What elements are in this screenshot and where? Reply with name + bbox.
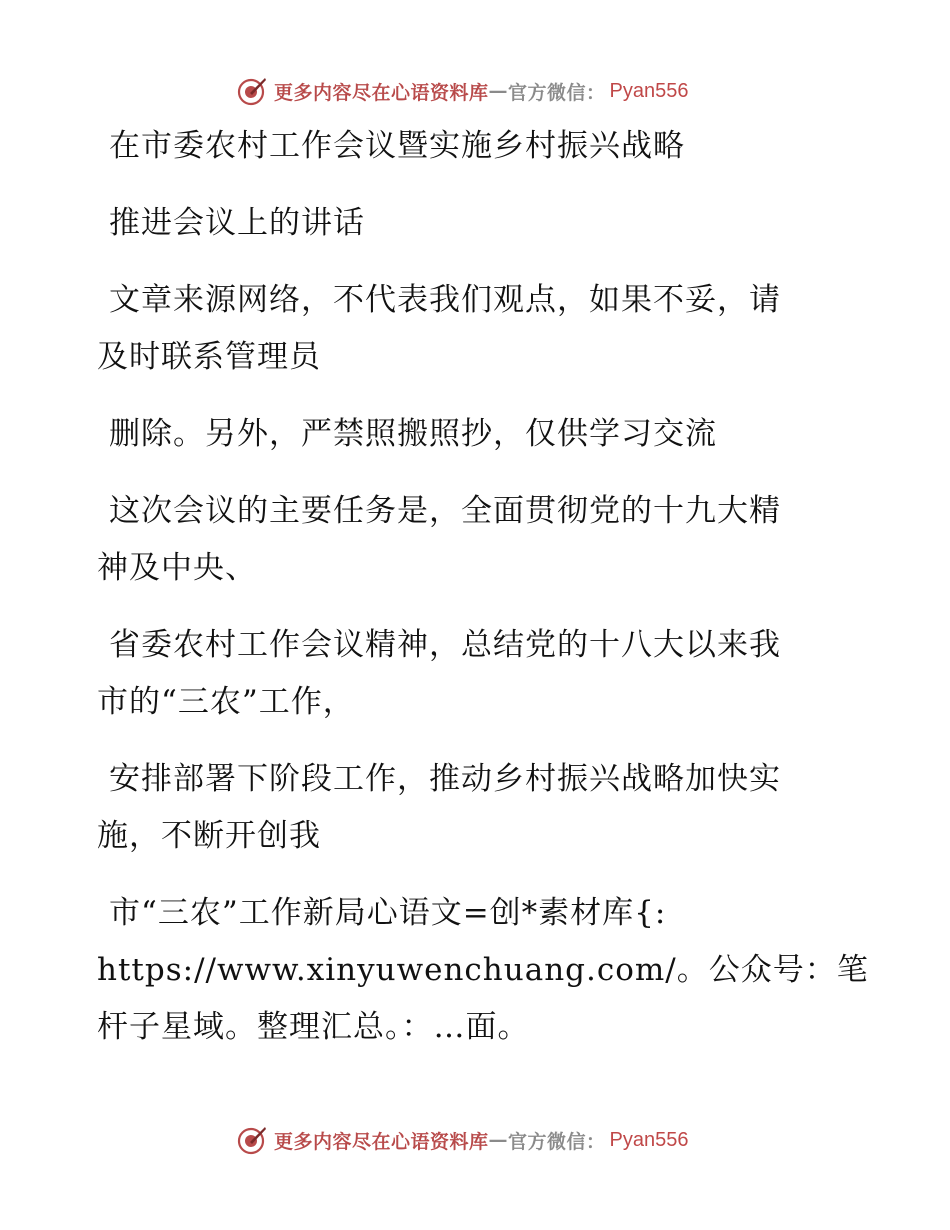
banner-text: 更多内容尽在心语资料库 xyxy=(274,81,489,104)
paragraph-line: 省委农村工作会议精神，总结党的十八大以来我 xyxy=(109,627,781,663)
title-line-1: 在市委农村工作会议暨实施乡村振兴战略 xyxy=(109,128,685,164)
paragraph-line: 杆子星域。整理汇总。：…面。 xyxy=(97,1009,530,1045)
banner-text: 更多内容尽在心语资料库 xyxy=(274,1130,489,1153)
quill-seal-icon xyxy=(236,75,268,107)
header-banner xyxy=(236,74,689,108)
paragraph-line: 及时联系管理员 xyxy=(97,339,321,375)
banner-wechat-label: 官方微信： xyxy=(508,1130,606,1153)
banner-dash: — xyxy=(488,80,509,102)
title-line-2: 推进会议上的讲话 xyxy=(109,205,365,241)
document-body xyxy=(97,118,869,1056)
paragraph-line: 文章来源网络，不代表我们观点，如果不妥，请 xyxy=(109,282,781,318)
paragraph-line: 市“三农”工作新局心语文=创*素材库{: xyxy=(109,895,667,931)
url-line: https://www.xinyuwenchuang.com/。公众号：笔 xyxy=(97,952,869,988)
banner-dash: — xyxy=(488,1129,509,1151)
banner-wechat-label: 官方微信： xyxy=(508,81,606,104)
paragraph-line: 神及中央、 xyxy=(97,550,257,586)
paragraph-line: 施，不断开创我 xyxy=(97,818,321,854)
paragraph-line: 这次会议的主要任务是，全面贯彻党的十九大精 xyxy=(109,493,781,529)
banner-wechat-id: Pyan556 xyxy=(609,79,689,102)
paragraph-line: 市的“三农”工作， xyxy=(97,684,355,720)
paragraph-line: 删除。另外，严禁照搬照抄，仅供学习交流 xyxy=(109,416,717,452)
quill-seal-icon xyxy=(236,1124,268,1156)
footer-banner xyxy=(236,1123,689,1157)
banner-wechat-id: Pyan556 xyxy=(609,1128,689,1151)
paragraph-line: 安排部署下阶段工作，推动乡村振兴战略加快实 xyxy=(109,761,781,797)
